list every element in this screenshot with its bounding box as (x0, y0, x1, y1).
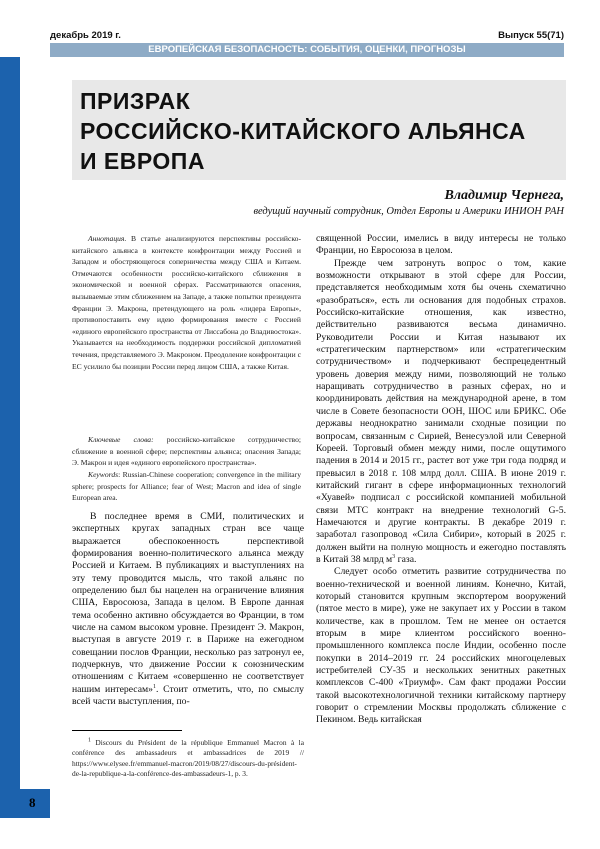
page-number-box (0, 789, 50, 818)
keywords-en-body: : Russian-Chinese cooperation; convergence in the military sphere; prospects for Alliance; fear of West; Macron and idea of single European area. (72, 470, 301, 503)
title-line-3: И ЕВРОПА (80, 148, 205, 174)
abstract (72, 233, 301, 372)
author-name: Владимир Чернега, (444, 188, 564, 203)
running-header (50, 28, 564, 42)
keywords-ru-body: российско-китайское сотрудничество; сближение в военной сфере; перспективы альянса; опасения Запада; Э. Макрон и идея «единого европейского пространства». (72, 435, 301, 468)
issue-number: Выпуск 55(71) (498, 29, 564, 41)
body-column-left (72, 511, 304, 709)
keywords-en-label: Keywords (88, 470, 119, 479)
keywords-en (72, 469, 301, 504)
footnote-mark: 1 (153, 683, 156, 690)
footnote-text: Discours du Président de la république Emmanuel Macron à la conférence des ambassadeurs et ambassadrices de 2019 // https://www.elysee.fr/emmanuel-macron/2019/08/27/discours-du-président-de-la-republique-a-la-conférence-des-ambassadeurs-1, p. 3. (72, 738, 304, 778)
keywords-ru (72, 434, 301, 469)
body-paragraph: Прежде чем затронуть вопрос о том, какие возможности открывают в этой сфере для России, представляется необходимым хотя бы очень схематично «разобраться», есть ли основания для подобных страхов. Российско-китайские отношения, как известно, действительно развиваются весьма динамично. Руководители России и Китая называют их «стратегическим партнерством» или «стратегическим сотрудничеством» и подчеркивают беспрецедентный уровень доверия между ними, позволяющий не только наращивать сотрудничество в разных сферах, но и координировать действия на международной арене, в том числе в Совете безопасности ООН, ШОС или БРИКС. Обе державы неоднократно занимали сходные позиции по вопросам, связанным с Сирией, Венесуэлой или Северной Кореей. Торговый обмен между ними, после ощутимого падения в 2014 и 2015 гг., растет вот уже три года подряд и превысил в 2018 г. 108 млрд долл. США. В июне 2019 г. китайский гигант в сфере информационных технологий «Хуавей» подписал с российской компанией мобильной связи МТС контракт на внедрение технологий G-5. Намечаются и другие контракты. В декабре 2019 г. заработал газопровод «Сила Сибири», который в 2025 г. должен выйти на полную мощность и ежегодно поставлять в Китай 38 млрд $м^3$ газа. (316, 257, 566, 565)
title-line-1: ПРИЗРАК (80, 88, 191, 114)
keywords-ru-label: Ключевые слова: (88, 435, 154, 444)
body-paragraph: священной России, имелись в виду интересы не только Франции, но Евросоюза в целом. (316, 233, 566, 257)
body-paragraph: Следует особо отметить развитие сотрудничества по военно-технической и военной линиям. Конечно, Китай, который становится крупным экспортером вооружений (пятое место в мире), уже не закупает их у России в таком количестве, как в прошлом. Тем не менее он остается вторым в мире клиентом российского военно-промышленного комплекса после Индии, особенно после покупки в 2014–2019 гг. 24 российских многоцелевых истребителей СУ-35 и нескольких зенитных ракетных комплексов С-400 «Триумф». Сам факт продажи России такой высокотехнологичной техники китайскому партнеру говорит о стремлении Москвы продолжать сближение с Пекином. Ведь китайская (316, 566, 566, 726)
section-banner: ЕВРОПЕЙСКАЯ БЕЗОПАСНОСТЬ: СОБЫТИЯ, ОЦЕНКИ, ПРОГНОЗЫ (50, 43, 564, 57)
author-affiliation: ведущий научный сотрудник, Отдел Европы и Америки ИНИОН РАН (253, 206, 564, 217)
abstract-body: В статье анализируются перспективы российско-китайского альянса в контексте конфронтации между Россией и Западом и обостряющегося соперничества между США и Китаем. Отмечаются особенности российско-китайского сближения в экономической и военной сферах. Рассматриваются опасения, вызываемые этим сближением на Западе, а также попытки президента Франции Э. Макрона, претендующего на роль «лидера Европы», противопоставить ему идею формирования вместе с Россией «единого европейского пространства от Лиссабона до Владивостока». Указывается на необходимость поддержки российской дипломатией течения, представляемого Э. Макроном. Преодоление конфронтации с ЕС усилило бы позиции России перед лицом США, а также Китая. (72, 234, 301, 371)
footnote (72, 738, 304, 779)
title-line-2: РОССИЙСКО-КИТАЙСКОГО АЛЬЯНСА (80, 118, 526, 144)
body-column-right (316, 233, 566, 727)
body-paragraph: В последнее время в СМИ, политических и экспертных кругах западных стран все чаще выражается обеспокоенность перспективой формирования военно-политического альянса между Россией и Китаем. В публикациях и выступлениях на эту тему проводится мысль, что такой альянс по определению был бы нацелен на ограничение влияния США, Евросоюза, Запада в целом. В Европе данная тема особенно активно обсуждается во Франции, в том числе на самом высоком уровне. Президент Э. Макрон, выступая в августе 2019 г. в Париже на ежегодном совещании послов Франции, несколько раз затронул ее, подчеркнув, что движение России к союзническим отношениям с Китаем «совершенно не соответствует нашим интересам»$^1$. Стоит отметить, что, по смыслу всей части выступления, по- (72, 511, 304, 708)
issue-date: декабрь 2019 г. (50, 29, 121, 41)
footnote-rule (72, 730, 182, 731)
abstract-label: Аннотация. (88, 234, 127, 243)
page-number: 8 (29, 795, 36, 810)
left-accent-bar (0, 57, 20, 789)
footnote-number: 1 (88, 737, 91, 744)
